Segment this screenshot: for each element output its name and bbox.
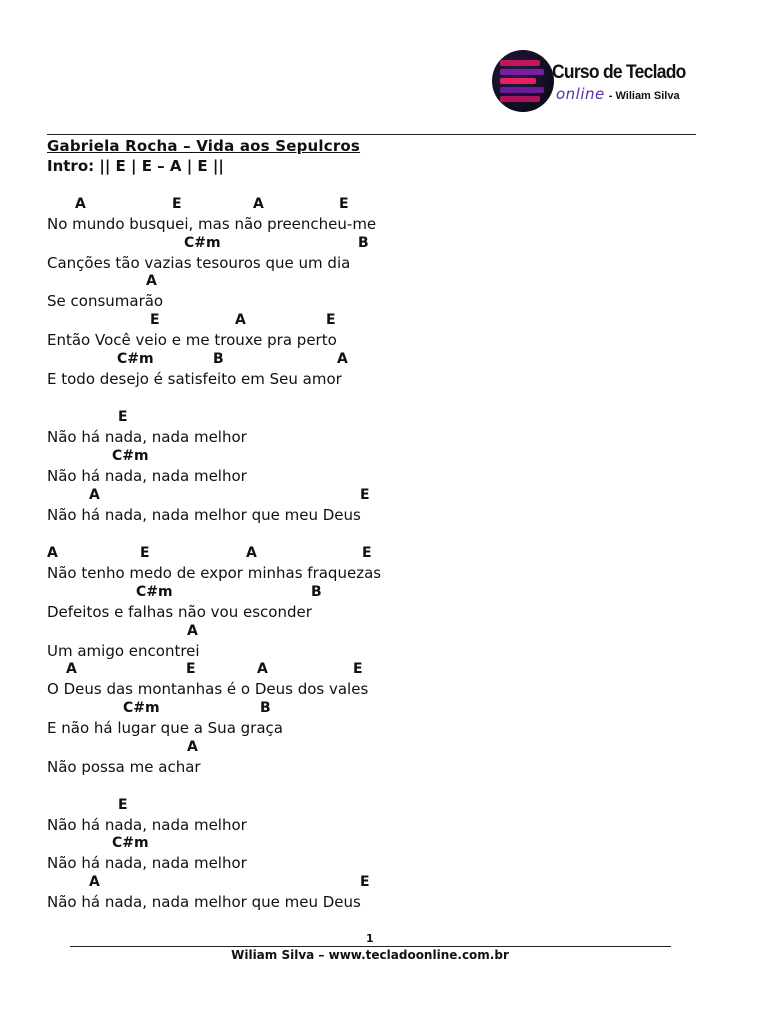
chord: B	[358, 235, 369, 251]
lyric-line: Não possa me achar	[47, 758, 201, 776]
chord: A	[47, 545, 58, 561]
chord: E	[360, 874, 370, 890]
chord: A	[66, 661, 77, 677]
chord: B	[213, 351, 224, 367]
chord: C#m	[112, 835, 149, 851]
lyric-line: Não há nada, nada melhor que meu Deus	[47, 893, 361, 911]
lyric-line: Canções tão vazias tesouros que um dia	[47, 254, 351, 272]
chord: C#m	[184, 235, 221, 251]
song-intro: Intro: || E | E – A | E ||	[47, 157, 224, 175]
brand-logo	[492, 50, 697, 114]
lyric-line: Não há nada, nada melhor	[47, 816, 247, 834]
chord: A	[187, 623, 198, 639]
chord: B	[260, 700, 271, 716]
lyric-line: O Deus das montanhas é o Deus dos vales	[47, 680, 369, 698]
chord: E	[339, 196, 349, 212]
page-number: 1	[366, 932, 374, 945]
footer-text: Wiliam Silva – www.tecladoonline.com.br	[231, 948, 509, 962]
chord: B	[311, 584, 322, 600]
logo-subtitle: online	[556, 85, 605, 103]
chord: E	[186, 661, 196, 677]
chord: E	[140, 545, 150, 561]
piano-keys-icon	[492, 50, 554, 112]
chord: A	[257, 661, 268, 677]
lyric-line: Não há nada, nada melhor que meu Deus	[47, 506, 361, 524]
logo-title: Curso de Teclado	[552, 62, 686, 83]
chord: A	[187, 739, 198, 755]
chord: A	[235, 312, 246, 328]
chord: A	[89, 874, 100, 890]
chord: A	[75, 196, 86, 212]
footer-divider	[70, 946, 671, 947]
chord: A	[337, 351, 348, 367]
chord: E	[362, 545, 372, 561]
chord: C#m	[136, 584, 173, 600]
lyric-line: Não há nada, nada melhor	[47, 428, 247, 446]
chord: E	[118, 409, 128, 425]
song-title: Gabriela Rocha – Vida aos Sepulcros	[47, 137, 361, 155]
chord: C#m	[123, 700, 160, 716]
lyric-line: E não há lugar que a Sua graça	[47, 719, 283, 737]
chord: E	[326, 312, 336, 328]
chord: E	[172, 196, 182, 212]
chord: E	[150, 312, 160, 328]
chord: A	[146, 273, 157, 289]
chord: C#m	[112, 448, 149, 464]
lyric-line: Defeitos e falhas não vou esconder	[47, 603, 312, 621]
lyric-line: Não há nada, nada melhor	[47, 467, 247, 485]
lyric-line: Se consumarão	[47, 292, 164, 310]
lyric-line: Então Você veio e me trouxe pra perto	[47, 331, 337, 349]
lyric-line: Um amigo encontrei	[47, 642, 200, 660]
lyric-line: No mundo busquei, mas não preencheu-me	[47, 215, 377, 233]
chord: E	[118, 797, 128, 813]
chord: C#m	[117, 351, 154, 367]
chord: A	[89, 487, 100, 503]
chord: E	[360, 487, 370, 503]
logo-author: - Wiliam Silva	[608, 90, 680, 102]
header-divider	[47, 134, 696, 135]
chord: E	[353, 661, 363, 677]
chord: A	[253, 196, 264, 212]
lyric-line: Não tenho medo de expor minhas fraquezas	[47, 564, 382, 582]
lyric-line: Não há nada, nada melhor	[47, 854, 247, 872]
chord: A	[246, 545, 257, 561]
lyric-line: E todo desejo é satisfeito em Seu amor	[47, 370, 342, 388]
